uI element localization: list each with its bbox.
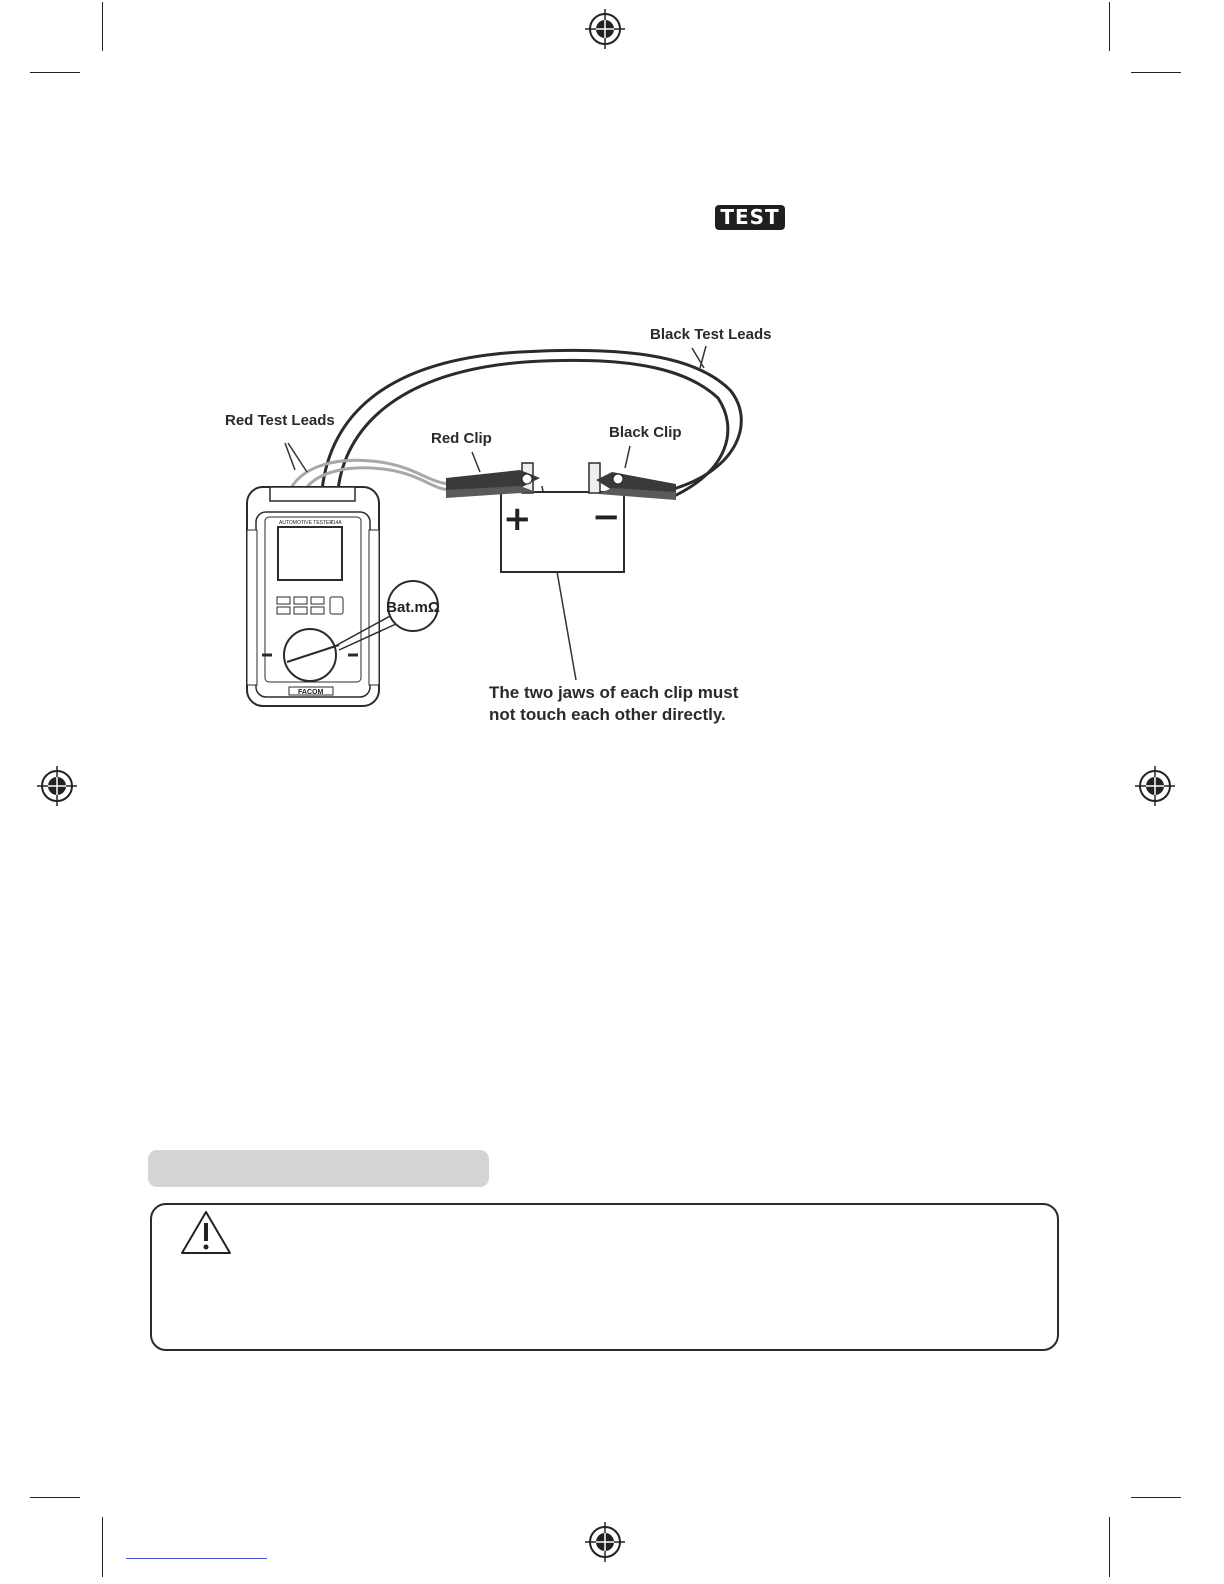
footer-link-underline [126, 1558, 267, 1559]
battery-negative-sign: − [592, 497, 621, 537]
red-test-leads-label: Red Test Leads [225, 412, 335, 429]
section-header-bar [148, 1150, 489, 1187]
leader-line [625, 446, 630, 468]
warning-box [150, 1203, 1059, 1351]
leader-line [700, 346, 706, 368]
red-clip-label: Red Clip [431, 430, 492, 447]
black-clip-label: Black Clip [609, 424, 682, 441]
tester-display [278, 527, 342, 580]
battery-terminal-negative [589, 463, 600, 493]
tester-model-title: AUTOMOTIVE TESTER [279, 520, 333, 526]
jaws-note-label: The two jaws of each clip must not touch each other directly. [489, 683, 739, 724]
battery-positive-sign: + [503, 499, 532, 539]
test-button-badge: TEST [715, 205, 785, 230]
function-callout-label: Bat.mΩ [386, 599, 440, 616]
tester-model-number: 714A [330, 520, 342, 526]
leader-line [472, 452, 480, 472]
black-test-leads-label: Black Test Leads [650, 326, 772, 343]
warning-triangle-icon [180, 1209, 232, 1255]
tester-brand: FACOM [298, 689, 324, 696]
